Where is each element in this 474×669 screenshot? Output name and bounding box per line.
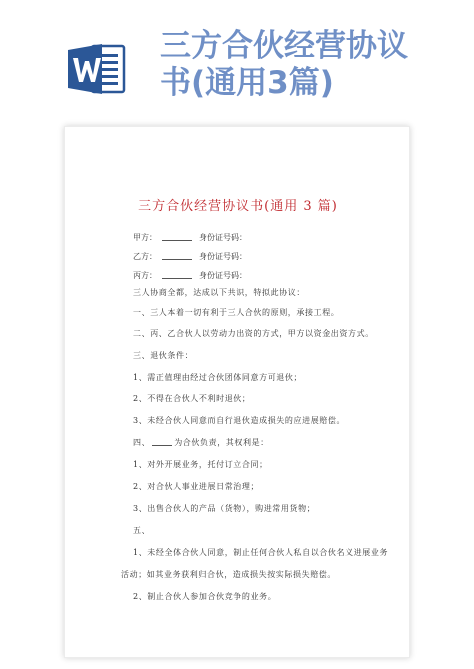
party-a-id-label: 身份证号码： [199, 233, 247, 242]
paragraph: 活动；如其业务获利归合伙，造成损失按实际损失赔偿。 [121, 570, 336, 579]
party-c-line [133, 270, 247, 281]
paragraph: 3、未经合伙人同意而自行退伙造成损失的应进展赔偿。 [133, 416, 346, 425]
section-4-prefix: 四、 [133, 438, 151, 447]
paragraph-section-4 [133, 437, 395, 448]
paragraph: 1、未经全体合伙人同意，制止任何合伙人私自以合伙名义进展业务 [133, 548, 389, 557]
paragraph: 1、需正值理由经过合伙团体同意方可退伙； [133, 373, 303, 382]
paragraph: 三人协商全都，达成以下共识，特拟此协议： [133, 288, 305, 297]
header-title-line1: 三方合伙经营协议 [160, 28, 408, 64]
paragraph: 二、丙、乙合伙人以劳动力出资的方式，甲方以资金出资方式。 [133, 329, 374, 338]
document-page [64, 126, 410, 658]
document-title: 三方合伙经营协议书(通用 3 篇) [138, 199, 338, 214]
header-title [160, 28, 460, 102]
party-b-id-label: 身份证号码： [199, 252, 247, 261]
party-c-blank [162, 278, 192, 279]
paragraph: 2、对合伙人事业进展日常治理； [133, 482, 260, 491]
party-c-label: 丙方： [133, 271, 157, 280]
paragraph: 2、制止合伙人参加合伙竞争的业务。 [133, 592, 277, 601]
paragraph: 三、退伙条件： [133, 351, 194, 360]
party-a-line [133, 232, 247, 243]
paragraph: 1、对外开展业务，托付订立合同； [133, 460, 268, 469]
word-document-icon [68, 42, 126, 96]
party-b-blank [162, 259, 192, 260]
paragraph: 五、 [133, 526, 151, 535]
party-c-id-label: 身份证号码： [199, 271, 247, 280]
section-4-blank [152, 445, 172, 446]
header-title-line2: 书(通用3篇) [160, 65, 334, 101]
party-a-blank [162, 240, 192, 241]
header [0, 0, 474, 120]
party-b-label: 乙方： [133, 252, 157, 261]
party-b-line [133, 251, 247, 262]
paragraph: 3、出售合伙人的产品（货物），购进常用货物； [133, 504, 316, 513]
paragraph: 一、三人本着一切有利于三人合伙的原则，承接工程。 [133, 308, 340, 317]
paragraph: 2、不得在合伙人不利时退伙； [133, 394, 251, 403]
section-4-suffix: 为合伙负责，其权利是： [174, 438, 269, 447]
party-a-label: 甲方： [133, 233, 157, 242]
